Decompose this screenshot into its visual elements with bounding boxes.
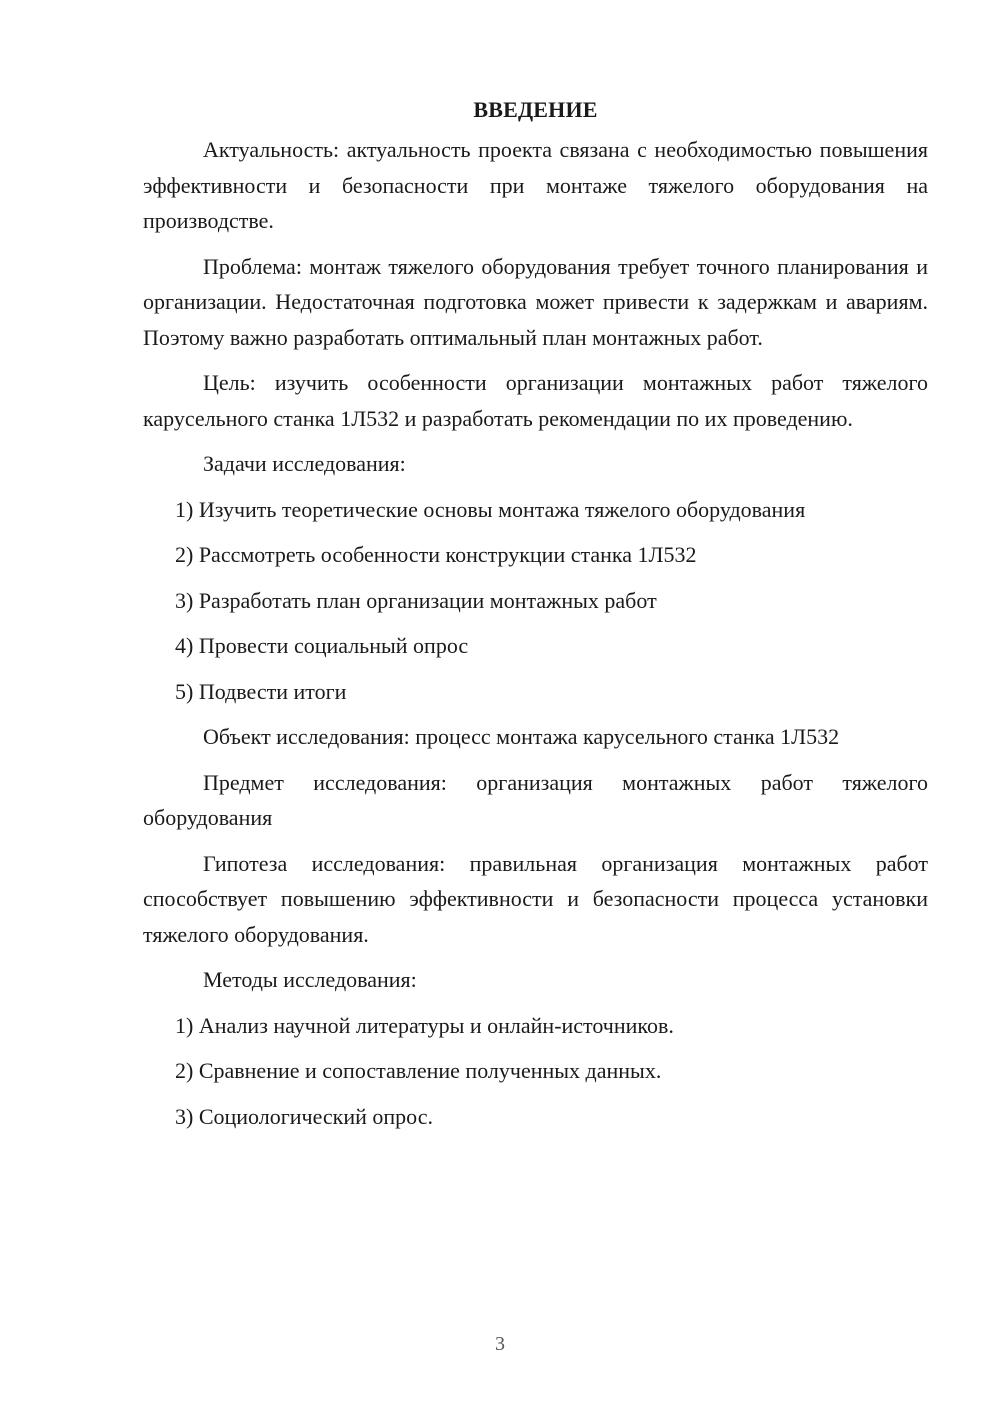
paragraph-object: Объект исследования: процесс монтажа карусельного станка 1Л532 [203,724,840,749]
list-item: 2) Рассмотреть особенности конструкции станка 1Л532 [175,542,697,567]
list-item: 2) Сравнение и сопоставление полученных данных. [175,1058,662,1083]
paragraph-goal: Цель: изучить особенности организации монтажных работ тяжелого карусельного станка 1Л532 и разработать рекомендации по их проведению. [143,370,928,431]
list-item: 1) Анализ научной литературы и онлайн-источников. [175,1012,674,1038]
list-item: 3) Социологический опрос. [175,1103,433,1129]
tasks-heading: Задачи исследования: [203,451,406,476]
page-title: ВВЕДЕНИЕ [473,97,598,122]
methods-heading: Методы исследования: [203,967,417,992]
list-item: 4) Провести социальный опрос [175,633,469,658]
list-item: 1) Изучить теоретические основы монтажа тяжелого оборудования [175,496,806,522]
page-number: 3 [495,1333,505,1355]
list-item: 5) Подвести итоги [175,678,347,704]
paragraph-problem: Проблема: монтаж тяжелого оборудования требует точного планирования и организации. Недостаточная подготовка может привести к задержкам и авариям. Поэтому важно разработать оптимальный план монтажных работ. [143,253,928,350]
list-item: 3) Разработать план организации монтажных работ [175,587,657,613]
paragraph-hypothesis: Гипотеза исследования: правильная организация монтажных работ способствует повышению эффективности и безопасности процесса установки тяжелого оборудования. [143,850,928,947]
methods-list [143,1008,928,1135]
document-page [143,92,928,1144]
tasks-list [143,492,928,710]
paragraph-relevance: Актуальность: актуальность проекта связана с необходимостью повышения эффективности и безопасности при монтаже тяжелого оборудования на производстве. [143,137,928,233]
paragraph-subject: Предмет исследования: организация монтажных работ тяжелого оборудования [143,769,928,830]
